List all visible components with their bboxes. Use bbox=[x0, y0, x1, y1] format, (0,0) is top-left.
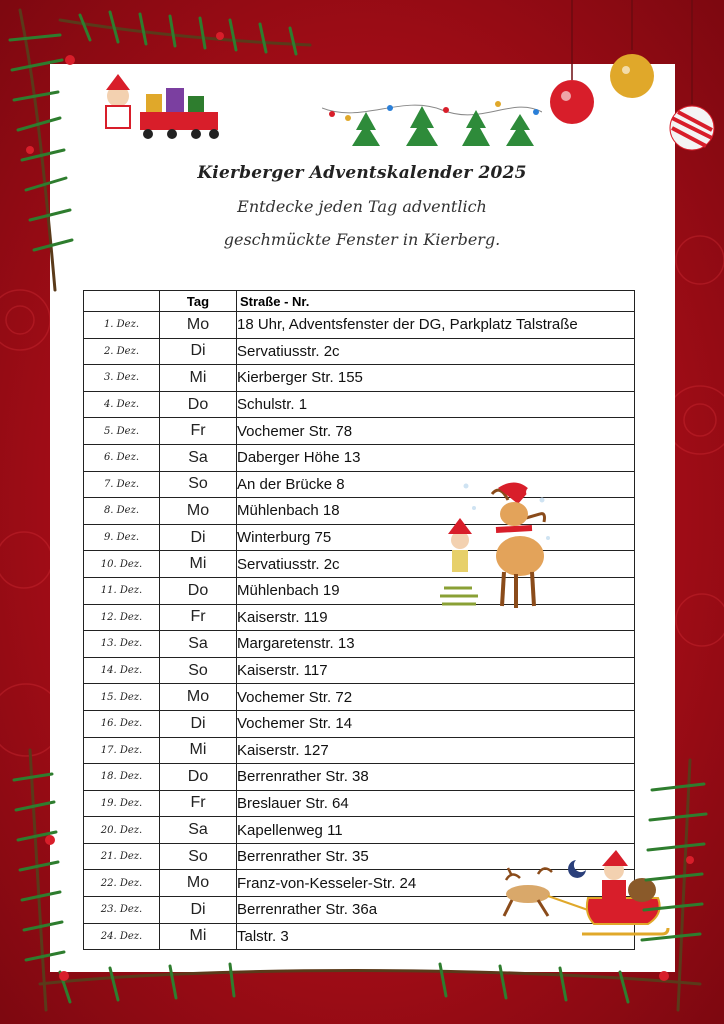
weekday-cell: Mi bbox=[160, 365, 237, 392]
date-cell: 3. Dez. bbox=[84, 365, 160, 392]
address-cell: Margaretenstr. 13 bbox=[237, 631, 635, 658]
page-title: Kierberger Adventskalender 2025 bbox=[197, 163, 527, 183]
date-cell: 8. Dez. bbox=[84, 498, 160, 525]
address-cell: Kaiserstr. 117 bbox=[237, 657, 635, 684]
column-header-strasse: Straße - Nr. bbox=[237, 291, 635, 312]
address-cell: Kaiserstr. 127 bbox=[237, 737, 635, 764]
weekday-cell: Mi bbox=[160, 923, 237, 950]
address-cell: Breslauer Str. 64 bbox=[237, 790, 635, 817]
address-cell: 18 Uhr, Adventsfenster der DG, Parkplatz Talstraße bbox=[237, 312, 635, 339]
address-cell: Vochemer Str. 78 bbox=[237, 418, 635, 445]
date-cell: 5. Dez. bbox=[84, 418, 160, 445]
date-cell: 19. Dez. bbox=[84, 790, 160, 817]
address-cell: Servatiusstr. 2c bbox=[237, 551, 635, 578]
address-cell: Vochemer Str. 72 bbox=[237, 684, 635, 711]
reindeer-elf-icon bbox=[438, 478, 558, 614]
address-cell: Schulstr. 1 bbox=[237, 391, 635, 418]
weekday-cell: Fr bbox=[160, 418, 237, 445]
date-cell: 13. Dez. bbox=[84, 631, 160, 658]
table-row bbox=[84, 418, 635, 445]
address-cell: Vochemer Str. 14 bbox=[237, 710, 635, 737]
subtitle-line-2: geschmückte Fenster in Kierberg. bbox=[223, 230, 501, 249]
date-cell: 20. Dez. bbox=[84, 817, 160, 844]
address-cell: An der Brücke 8 bbox=[237, 471, 635, 498]
address-cell: Daberger Höhe 13 bbox=[237, 444, 635, 471]
date-cell: 14. Dez. bbox=[84, 657, 160, 684]
date-cell: 17. Dez. bbox=[84, 737, 160, 764]
table-row bbox=[84, 710, 635, 737]
address-cell: Kapellenweg 11 bbox=[237, 817, 635, 844]
address-cell: Mühlenbach 19 bbox=[237, 577, 635, 604]
date-cell: 15. Dez. bbox=[84, 684, 160, 711]
weekday-cell: Do bbox=[160, 391, 237, 418]
address-cell: Kaiserstr. 119 bbox=[237, 604, 635, 631]
date-cell: 10. Dez. bbox=[84, 551, 160, 578]
date-cell: 16. Dez. bbox=[84, 710, 160, 737]
weekday-cell: Fr bbox=[160, 790, 237, 817]
address-cell: Kierberger Str. 155 bbox=[237, 365, 635, 392]
date-cell: 12. Dez. bbox=[84, 604, 160, 631]
weekday-cell: Di bbox=[160, 524, 237, 551]
fir-branch-icon bbox=[0, 0, 330, 300]
table-row bbox=[84, 365, 635, 392]
fir-branch-icon bbox=[0, 740, 724, 1024]
column-header-date bbox=[84, 291, 160, 312]
ornament-ball-icon bbox=[540, 0, 724, 160]
date-cell: 6. Dez. bbox=[84, 444, 160, 471]
santa-gift-train-icon bbox=[96, 74, 226, 150]
address-cell: Mühlenbach 18 bbox=[237, 498, 635, 525]
address-cell: Servatiusstr. 2c bbox=[237, 338, 635, 365]
table-row bbox=[84, 391, 635, 418]
date-cell: 4. Dez. bbox=[84, 391, 160, 418]
weekday-cell: Sa bbox=[160, 631, 237, 658]
table-header-row bbox=[84, 291, 635, 312]
table-row bbox=[84, 312, 635, 339]
table-row bbox=[84, 444, 635, 471]
column-header-tag: Tag bbox=[160, 291, 237, 312]
address-cell: Berrenrather Str. 35 bbox=[237, 843, 635, 870]
weekday-cell: Di bbox=[160, 897, 237, 924]
date-cell: 9. Dez. bbox=[84, 524, 160, 551]
date-cell: 1. Dez. bbox=[84, 312, 160, 339]
date-cell: 7. Dez. bbox=[84, 471, 160, 498]
date-cell: 11. Dez. bbox=[84, 577, 160, 604]
weekday-cell: Mo bbox=[160, 684, 237, 711]
weekday-cell: Mi bbox=[160, 551, 237, 578]
weekday-cell: Sa bbox=[160, 444, 237, 471]
weekday-cell: Do bbox=[160, 764, 237, 791]
date-cell: 23. Dez. bbox=[84, 897, 160, 924]
date-cell: 22. Dez. bbox=[84, 870, 160, 897]
weekday-cell: So bbox=[160, 843, 237, 870]
address-cell: Franz-von-Kesseler-Str. 24 bbox=[237, 870, 635, 897]
weekday-cell: Fr bbox=[160, 604, 237, 631]
weekday-cell: So bbox=[160, 657, 237, 684]
date-cell: 2. Dez. bbox=[84, 338, 160, 365]
address-cell: Talstr. 3 bbox=[237, 923, 635, 950]
weekday-cell: So bbox=[160, 471, 237, 498]
address-cell: Winterburg 75 bbox=[237, 524, 635, 551]
address-cell: Berrenrather Str. 38 bbox=[237, 764, 635, 791]
weekday-cell: Mi bbox=[160, 737, 237, 764]
table-row bbox=[84, 338, 635, 365]
weekday-cell: Mo bbox=[160, 312, 237, 339]
table-row bbox=[84, 631, 635, 658]
date-cell: 21. Dez. bbox=[84, 843, 160, 870]
weekday-cell: Di bbox=[160, 710, 237, 737]
weekday-cell: Mo bbox=[160, 870, 237, 897]
date-cell: 24. Dez. bbox=[84, 923, 160, 950]
date-cell: 18. Dez. bbox=[84, 764, 160, 791]
weekday-cell: Sa bbox=[160, 817, 237, 844]
weekday-cell: Do bbox=[160, 577, 237, 604]
weekday-cell: Di bbox=[160, 338, 237, 365]
subtitle-line-1: Entdecke jeden Tag adventlich bbox=[237, 197, 487, 216]
weekday-cell: Mo bbox=[160, 498, 237, 525]
address-cell: Berrenrather Str. 36a bbox=[237, 897, 635, 924]
table-row bbox=[84, 657, 635, 684]
christmas-tree-garland-icon bbox=[322, 94, 542, 152]
table-row bbox=[84, 684, 635, 711]
